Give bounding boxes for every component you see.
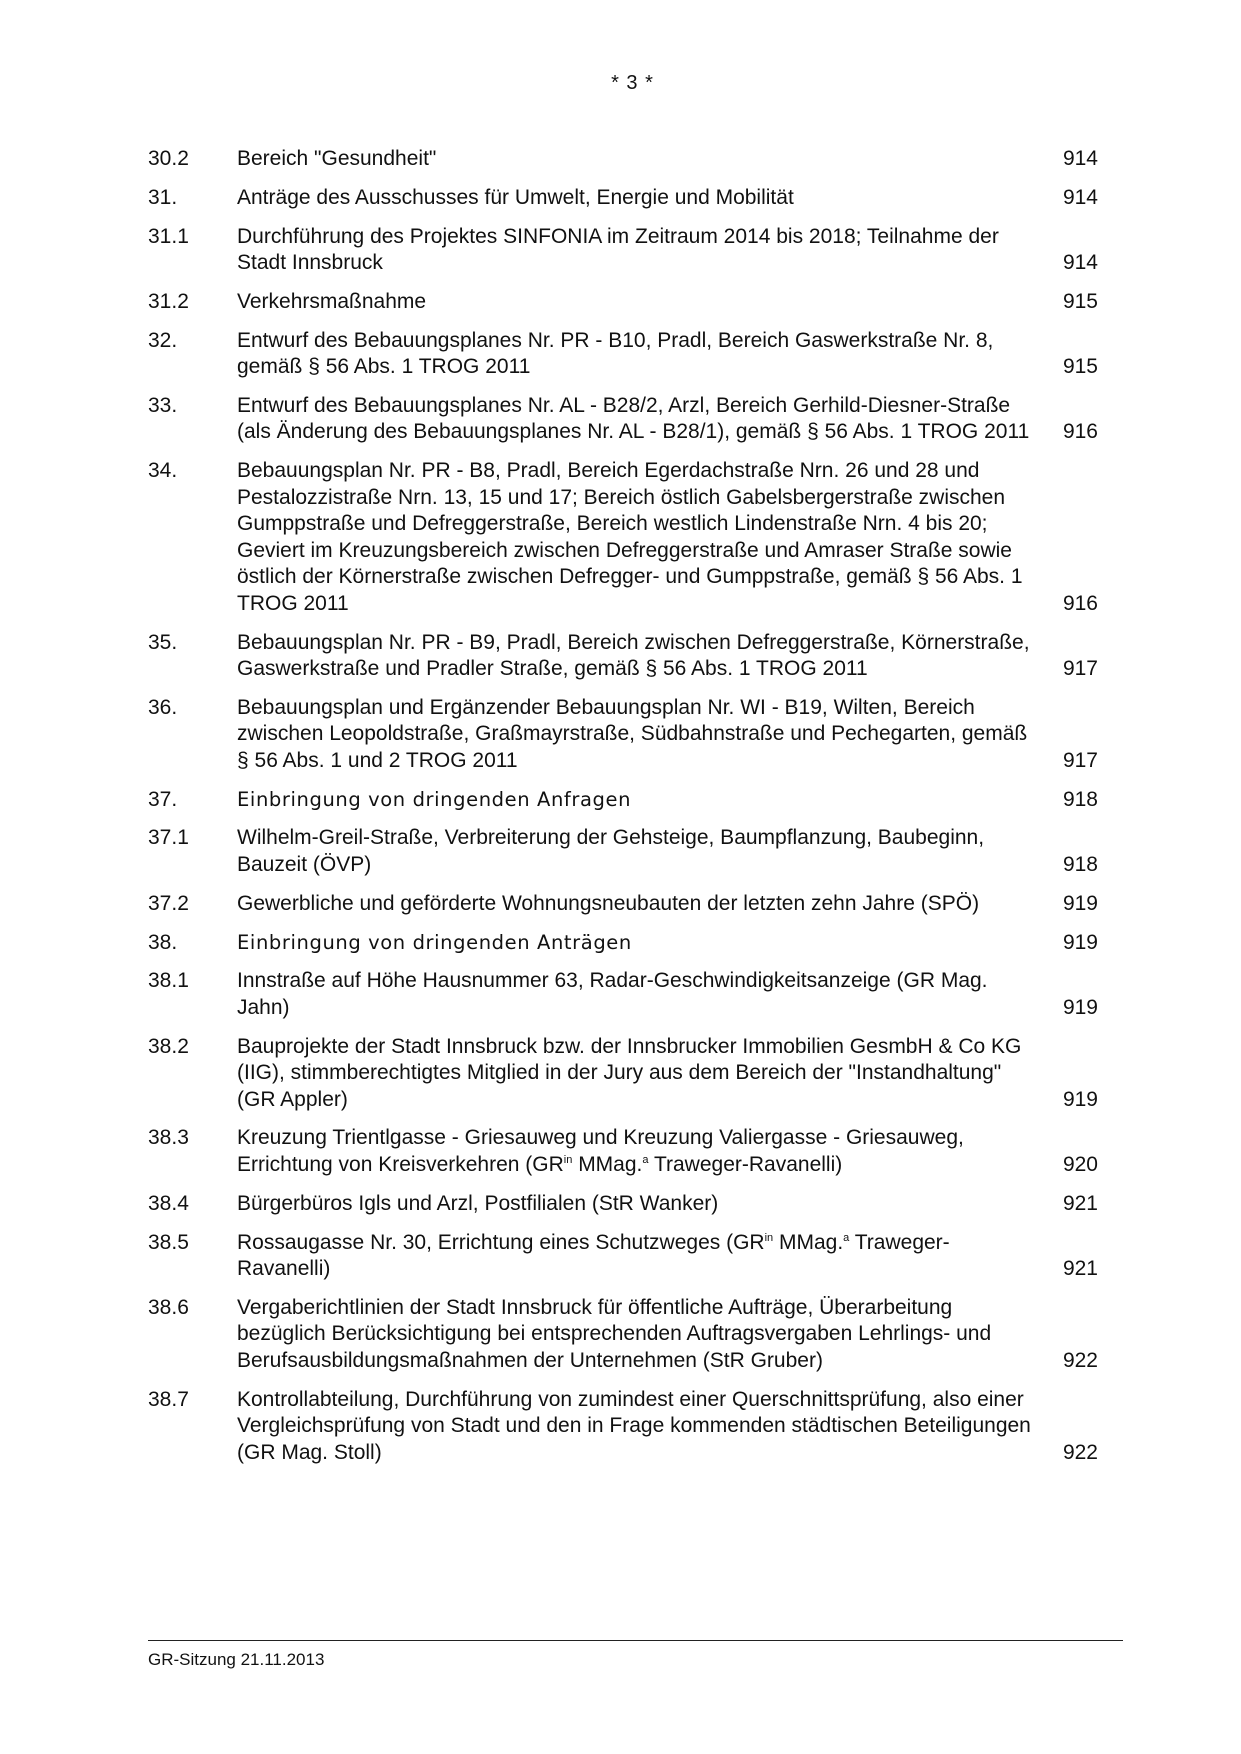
toc-entry-title: Bebauungsplan Nr. PR - B8, Pradl, Bereich Egerdachstraße Nrn. 26 und 28 und Pestalozzistraße Nrn. 13, 15 und 17; Bereich östlich Gabelsbergerstraße zwischen Gumppstraße und Defreggerstraße, Bereich westlich Lindenstraße Nrn. 4 bis 20; Geviert im Kreuzungsbereich zwischen Defreggerstraße und Amraser Straße sowie östlich der Körnerstraße zwischen Defregger- und Gumppstraße, gemäß § 56 Abs. 1 TROG 2011 [237, 459, 1023, 615]
toc-entry-title: Bebauungsplan und Ergänzender Bebauungsplan Nr. WI - B19, Wilten, Bereich zwischen Leopoldstraße, Graßmayrstraße, Südbahnstraße und Pechegarten, gemäß § 56 Abs. 1 und 2 TROG 2011 [237, 695, 1028, 772]
toc-entry-31-1 [148, 224, 1098, 277]
toc-entry-number: 31. [148, 185, 178, 209]
toc-entry-page: 914 [1062, 251, 1098, 275]
toc-entry-title: Bürgerbüros Igls und Arzl, Postfilialen (StR Wanker) [237, 1191, 719, 1215]
toc-entry-title: Bebauungsplan Nr. PR - B9, Pradl, Bereich zwischen Defreggerstraße, Körnerstraße, Gaswerkstraße und Pradler Straße, gemäß § 56 Abs. 1 TROG 2011 [237, 630, 1030, 681]
toc-entry-33 [148, 393, 1098, 446]
toc-entry-title: Einbringung von dringenden Anfragen [237, 787, 632, 811]
toc-entry-page: 916 [1062, 591, 1098, 615]
toc-entry-number: 38.7 [148, 1387, 189, 1411]
toc-entry-title: Kontrollabteilung, Durchführung von zumindest einer Querschnittsprüfung, also einer Vergleichsprüfung von Stadt und den in Frage kommenden städtischen Beteiligungen (GR Mag. Stoll) [237, 1387, 1031, 1464]
title-text: Rossaugasse Nr. 30, Errichtung eines Schutzweges (GR [237, 1230, 765, 1254]
toc-entry-page: 918 [1062, 787, 1098, 811]
toc-entry-title: Entwurf des Bebauungsplanes Nr. PR - B10, Pradl, Bereich Gaswerkstraße Nr. 8, gemäß § 56 Abs. 1 TROG 2011 [237, 328, 994, 379]
toc-entry-number: 31.1 [148, 224, 189, 248]
toc-entry-number: 32. [148, 328, 178, 352]
toc-entry-title: Wilhelm-Greil-Straße, Verbreiterung der Gehsteige, Baumpflanzung, Baubeginn, Bauzeit (ÖVP) [237, 826, 985, 876]
toc-entry-page: 921 [1062, 1191, 1098, 1215]
toc-entry-page: 916 [1062, 420, 1098, 444]
title-text: MMag. [773, 1230, 844, 1254]
toc-entry-title [237, 1125, 1050, 1178]
superscript: in [563, 1153, 573, 1166]
footer-divider [148, 1640, 1123, 1641]
toc-entry-31 [148, 185, 1098, 212]
title-text: Traweger-Ravanelli) [237, 1230, 950, 1281]
toc-entry-38-1 [148, 968, 1098, 1021]
toc-entry-title: Durchführung des Projektes SINFONIA im Zeitraum 2014 bis 2018; Teilnahme der Stadt Innsbruck [237, 224, 999, 275]
toc-entry-page: 914 [1062, 147, 1098, 170]
toc-entry-page: 920 [1062, 1152, 1098, 1176]
toc-entry-38-5 [148, 1230, 1098, 1283]
toc-entry-title: Anträge des Ausschusses für Umwelt, Energie und Mobilität [237, 185, 794, 209]
toc-entry-page: 919 [1062, 891, 1098, 915]
page-number: * 3 * [611, 72, 654, 94]
toc-entry-page: 922 [1062, 1440, 1098, 1464]
toc-entry-32 [148, 328, 1098, 381]
toc-entry-page: 919 [1062, 930, 1098, 954]
toc-entry-number: 35. [148, 630, 178, 654]
title-text: Kreuzung Trientlgasse - Griesauweg und Kreuzung Valiergasse - Griesauweg, Errichtung von Kreisverkehren (GR [237, 1126, 964, 1176]
toc-entry-38-6 [148, 1295, 1098, 1375]
toc-entry-38 [148, 930, 1098, 957]
toc-entry-page: 914 [1062, 185, 1098, 209]
toc-entry-page: 917 [1062, 748, 1098, 772]
toc-entry-number: 30.2 [148, 147, 189, 170]
toc-entry-number: 38.6 [148, 1295, 189, 1319]
toc-entry-page: 918 [1062, 852, 1098, 876]
toc-entry-number: 38.2 [148, 1034, 189, 1058]
toc-entry-38-4 [148, 1191, 1098, 1218]
toc-entry-number: 38.4 [148, 1191, 189, 1215]
toc-entry-34 [148, 458, 1098, 617]
toc-entry-number: 34. [148, 459, 178, 483]
toc-entry-title: Gewerbliche und geförderte Wohnungsneubauten der letzten zehn Jahre (SPÖ) [237, 891, 980, 915]
toc-entry-page: 917 [1062, 657, 1098, 681]
toc-entry-35 [148, 630, 1098, 683]
toc-entry-title: Vergaberichtlinien der Stadt Innsbruck für öffentliche Aufträge, Überarbeitung bezüglich Berücksichtigung bei entsprechenden Auftragsvergaben Lehrlings- und Berufsausbildungsmaßnahmen der Unternehmen (StR Gruber) [237, 1295, 992, 1372]
toc-entry-38-2 [148, 1034, 1098, 1114]
toc-entry-37-2 [148, 891, 1098, 918]
toc-entry-38-3 [148, 1125, 1098, 1178]
toc-entry-title: Bauprojekte der Stadt Innsbruck bzw. der Innsbrucker Immobilien GesmbH & Co KG (IIG), stimmberechtigtes Mitglied in der Jury aus dem Bereich der "Instandhaltung" (GR Appler) [237, 1034, 1022, 1111]
footer-text: GR-Sitzung 21.11.2013 [148, 1650, 325, 1669]
toc-entry-number: 31.2 [148, 289, 189, 313]
toc-entry-number: 37. [148, 787, 178, 811]
toc-entry-37 [148, 787, 1098, 814]
toc-entry-number: 38. [148, 930, 178, 954]
toc-entry-title: Innstraße auf Höhe Hausnummer 63, Radar-Geschwindigkeitsanzeige (GR Mag. Jahn) [237, 969, 988, 1019]
table-of-contents [148, 146, 1098, 1478]
toc-entry-30-2 [148, 146, 1098, 173]
toc-entry-page: 915 [1062, 355, 1098, 379]
toc-entry-title: Einbringung von dringenden Anträgen [237, 930, 632, 954]
toc-entry-page: 919 [1062, 1087, 1098, 1111]
superscript: in [764, 1231, 774, 1244]
toc-entry-page: 919 [1062, 995, 1098, 1019]
superscript: a [843, 1231, 850, 1244]
title-text: Traweger-Ravanelli) [648, 1152, 843, 1176]
toc-entry-number: 37.2 [148, 891, 189, 915]
toc-entry-number: 38.3 [148, 1126, 189, 1150]
toc-entry-title: Verkehrsmaßnahme [237, 289, 427, 313]
toc-entry-page: 915 [1062, 289, 1098, 313]
toc-entry-title [237, 1230, 1050, 1283]
toc-entry-38-7 [148, 1387, 1098, 1467]
toc-entry-title: Bereich "Gesundheit" [237, 147, 437, 170]
title-text: MMag. [572, 1152, 643, 1176]
toc-entry-page: 921 [1062, 1257, 1098, 1281]
toc-entry-number: 38.5 [148, 1230, 189, 1254]
toc-entry-36 [148, 695, 1098, 775]
toc-entry-37-1 [148, 825, 1098, 878]
toc-entry-page: 922 [1062, 1348, 1098, 1372]
toc-entry-title: Entwurf des Bebauungsplanes Nr. AL - B28/2, Arzl, Bereich Gerhild-Diesner-Straße (als Änderung des Bebauungsplanes Nr. AL - B28/1), gemäß § 56 Abs. 1 TROG 2011 [237, 393, 1030, 444]
toc-entry-number: 38.1 [148, 969, 189, 993]
superscript: a [642, 1153, 649, 1166]
toc-entry-31-2 [148, 289, 1098, 316]
toc-entry-number: 37.1 [148, 826, 189, 850]
toc-entry-number: 36. [148, 695, 178, 719]
toc-entry-number: 33. [148, 393, 178, 417]
